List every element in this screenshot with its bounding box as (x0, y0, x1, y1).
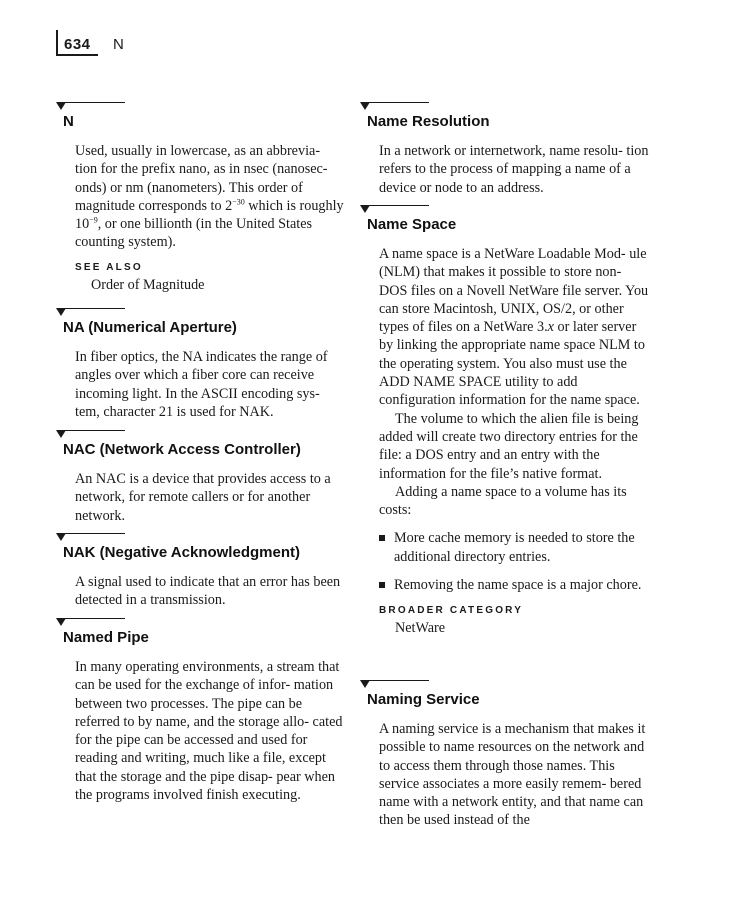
bullet-list (360, 529, 650, 594)
entry-term: N (63, 113, 74, 130)
entry-body (75, 573, 345, 610)
entry-term: NA (Numerical Aperture) (63, 319, 237, 336)
triangle-icon (360, 680, 370, 688)
bullet-text: More cache memory is needed to store the additional directory entries. (394, 530, 635, 565)
page-number: 634 (64, 36, 91, 53)
entry-body (379, 720, 649, 830)
italic-text: x (547, 319, 554, 336)
entry-marker (56, 430, 346, 439)
entry-body (379, 245, 649, 519)
body-text: or later server by linking the appropriate name space NLM to the operating system. You also must use the ADD NAME SPACE utility to add configuration information for the name space. (379, 319, 645, 409)
exponent: −30 (232, 197, 245, 207)
broader-category-value: NetWare (395, 620, 446, 637)
bullet-square-icon (379, 582, 385, 588)
entry-term: Naming Service (367, 691, 480, 708)
entry-term: Name Resolution (367, 113, 490, 130)
body-text: An NAC is a device that provides access to a network, for remote callers or for another network. (75, 471, 331, 524)
body-text: Used, usually in lowercase, as an abbrevia- tion for the prefix nano, as in nsec (nanosec- onds) or nm (nanometers). This order of magnitude corresponds to 2 (75, 143, 328, 214)
bullet-item (360, 576, 650, 594)
entry-name-space (360, 205, 650, 637)
body-text: In a network or internetwork, name resolu- tion refers to the process of mapping a name of a device or node to an address. (379, 143, 649, 196)
section-letter: N (113, 36, 124, 53)
entry-nac (56, 430, 346, 525)
entry-term: Named Pipe (63, 629, 149, 646)
entry-marker (360, 205, 650, 214)
header-rule-horizontal (56, 54, 98, 56)
body-text: Adding a name space to a volume has its costs: (379, 483, 627, 519)
triangle-icon (360, 102, 370, 110)
entry-marker (56, 533, 346, 542)
entry-marker (360, 102, 650, 111)
entry-body (379, 142, 649, 197)
entry-body (75, 142, 345, 252)
body-text: which is roughly 10 (75, 197, 344, 233)
see-also-label: SEE ALSO (75, 261, 143, 273)
entry-name-resolution (360, 102, 650, 197)
triangle-icon (56, 308, 66, 316)
entry-naming-service (360, 680, 650, 830)
body-text: A name space is a NetWare Loadable Mod- ule (NLM) that makes it possible to store non-DOS files on a Novell NetWare file server. You can store Macintosh, UNIX, OS/2, or other types of files on a NetWare 3. (379, 246, 649, 336)
entry-named-pipe (56, 618, 346, 804)
entry-marker (56, 618, 346, 627)
body-text: In many operating environments, a stream that can be used for the exchange of infor- mation between two processes. The pipe can be referred to by name, and the storage allo- cated for the pipe can be accessed and used for reading and writing, much like a file, except that the storage and the pipe disap- pear when the programs involved finish executing. (75, 659, 343, 804)
entry-body (75, 658, 345, 804)
bullet-text: Removing the name space is a major chore. (394, 577, 642, 594)
entry-term: NAK (Negative Acknowledgment) (63, 544, 300, 561)
entry-nak (56, 533, 346, 610)
body-text: In fiber optics, the NA indicates the range of angles over which a fiber core can receive incoming light. In the ASCII encoding sys- tem, character 21 is used for NAK. (75, 349, 328, 420)
exponent: −9 (89, 215, 98, 225)
entry-marker (56, 102, 346, 111)
entry-marker (360, 680, 650, 689)
triangle-icon (56, 618, 66, 626)
body-text: , or one billionth (in the United States counting system). (75, 216, 313, 251)
triangle-icon (56, 430, 66, 438)
bullet-square-icon (379, 535, 385, 541)
entry-na (56, 308, 346, 421)
broader-category-label: BROADER CATEGORY (379, 605, 524, 617)
header-rule-vertical (56, 30, 58, 56)
see-also-value: Order of Magnitude (91, 276, 205, 293)
body-text: A signal used to indicate that an error has been detected in a transmission. (75, 574, 341, 609)
body-text: A naming service is a mechanism that makes it possible to name resources on the network and to access them through those names. This service associates a more easily remem- bered name with a network entity, and that name can then be used instead of the (379, 721, 646, 829)
body-text: The volume to which the alien file is being added will create two directory entries for the file: a DOS entry and an entry with the information for the file’s native format. (379, 410, 639, 482)
entry-body (75, 470, 345, 525)
triangle-icon (56, 102, 66, 110)
triangle-icon (360, 205, 370, 213)
triangle-icon (56, 533, 66, 541)
entry-marker (56, 308, 346, 317)
entry-term: Name Space (367, 216, 457, 233)
entry-body (75, 348, 345, 421)
entry-n (56, 102, 346, 294)
bullet-item (360, 529, 650, 566)
entry-term: NAC (Network Access Controller) (63, 441, 301, 458)
